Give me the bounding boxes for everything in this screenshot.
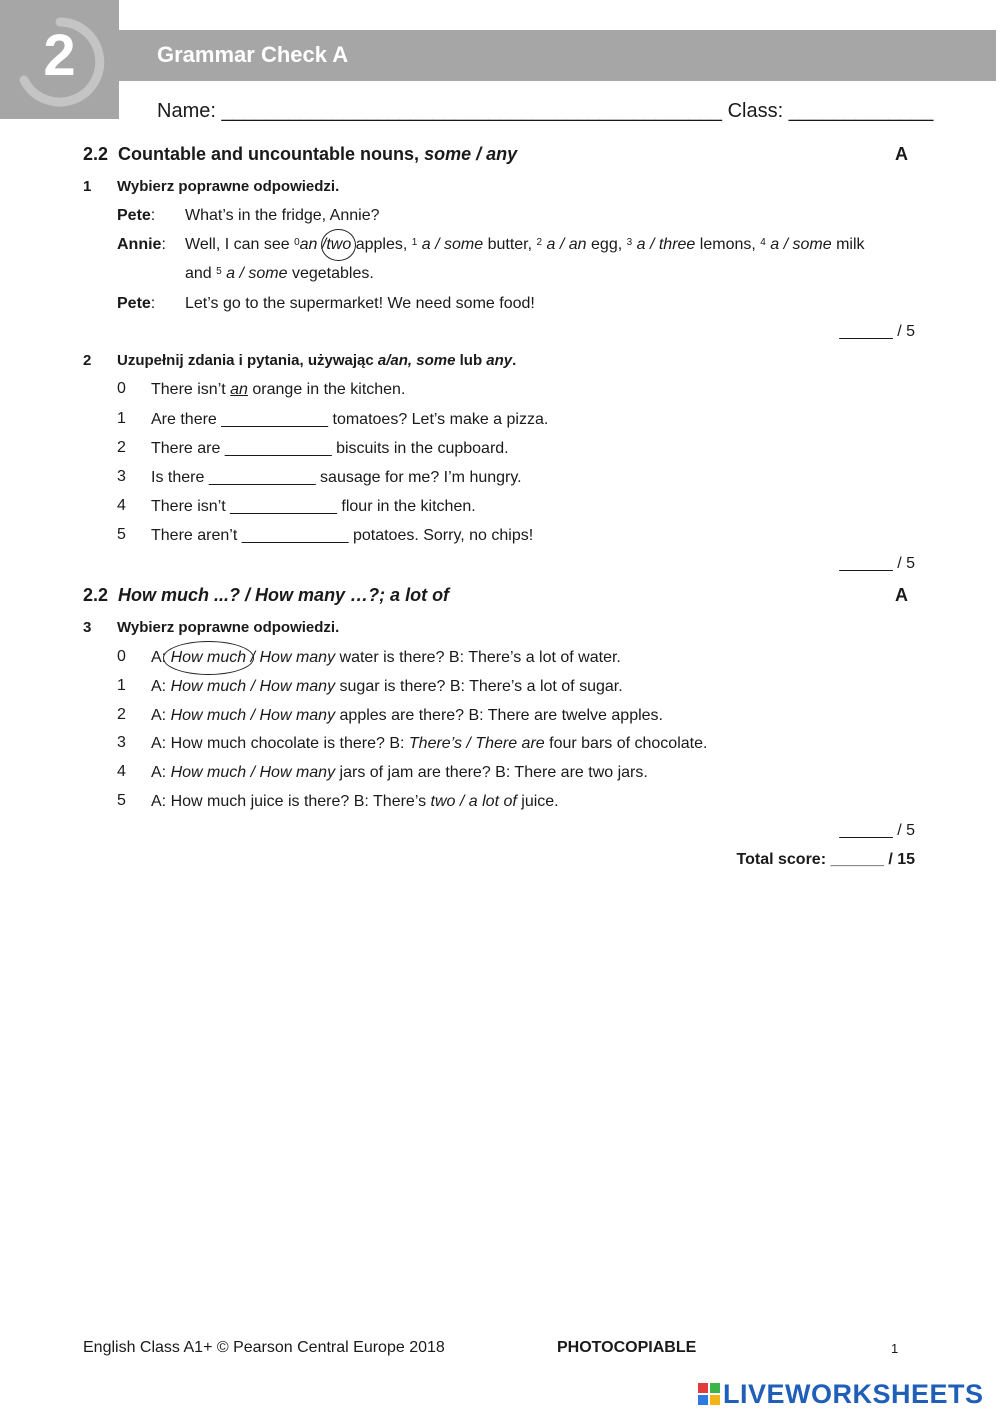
item-number: 2: [117, 439, 126, 456]
footer-copyright: English Class A1+ © Pearson Central Europe 2018: [83, 1339, 445, 1356]
circled-answer: How much: [170, 649, 247, 666]
item-number: 2: [117, 706, 126, 723]
dialogue-line-pete-1: What’s in the fridge, Annie?: [185, 207, 380, 224]
class-field[interactable]: _____________: [788, 100, 934, 122]
exercise-2-number: 2: [83, 352, 92, 369]
dialogue-line-annie: Well, I can see $^0$an /two apples, $^1$ a / some butter, $^2$ a / an egg, $^3$ a / three lemons, $^4$ a / some milk: [185, 236, 865, 253]
ex3-item-4: A: How much / How many jars of jam are there? B: There are two jars.: [151, 764, 648, 781]
ex2-item-2: There are ____________ biscuits in the cupboard.: [151, 440, 509, 457]
section-heading-1: 2.2 Countable and uncountable nouns, some / any: [83, 144, 518, 164]
dialogue-speaker-pete-2: Pete:: [117, 295, 156, 312]
ex2-item-5: There aren’t ____________ potatoes. Sorry, no chips!: [151, 527, 534, 544]
dialogue-line-annie-cont: and $^5$ a / some vegetables.: [185, 265, 374, 282]
name-field[interactable]: _____________________________________________: [221, 100, 723, 122]
circled-answer: two: [326, 236, 352, 253]
ex3-item-1: A: How much / How many sugar is there? B: There’s a lot of sugar.: [151, 678, 623, 695]
section-heading-2: 2.2 How much ...? / How many …?; a lot of: [83, 585, 450, 605]
answer-blank[interactable]: ____________: [208, 469, 316, 486]
ex3-item-2: A: How much / How many apples are there? B: There are twelve apples.: [151, 707, 663, 724]
choice-option[interactable]: two / a lot of: [430, 793, 517, 810]
page-title: Grammar Check A: [157, 42, 349, 67]
dialogue-speaker-pete: Pete:: [117, 207, 156, 224]
item-number: 0: [117, 648, 126, 665]
ex3-item-5: A: How much juice is there? B: There’s two / a lot of juice.: [151, 793, 559, 810]
exercise-3-instruction: Wybierz poprawne odpowiedzi.: [117, 619, 340, 636]
ex2-item-3: Is there ____________ sausage for me? I’m hungry.: [151, 469, 522, 486]
item-number: 3: [117, 734, 126, 751]
answer-blank[interactable]: ____________: [230, 498, 337, 515]
item-number: 4: [117, 497, 126, 514]
liveworksheets-squares-icon: [698, 1383, 720, 1405]
choice-option[interactable]: How much / How many: [170, 764, 336, 781]
exercise-1-number: 1: [83, 178, 92, 195]
item-number: 4: [117, 763, 126, 780]
choice-option[interactable]: How much / How many: [170, 707, 336, 724]
exercise-2-instruction: Uzupełnij zdania i pytania, używając a/an, some lub any.: [117, 352, 517, 369]
choice-4[interactable]: a / some: [770, 236, 832, 253]
answer-blank[interactable]: ____________: [221, 411, 329, 428]
total-score[interactable]: Total score: ______ / 15: [736, 851, 915, 868]
item-number: 3: [117, 468, 126, 485]
dialogue-line-pete-2: Let’s go to the supermarket! We need some food!: [185, 295, 535, 312]
exercise-3-number: 3: [83, 619, 92, 636]
class-label: Class:: [727, 100, 784, 122]
exercise-2-score[interactable]: ______ / 5: [839, 555, 915, 572]
liveworksheets-logo-text: LIVEWORKSHEETS: [723, 1378, 984, 1409]
footer-page-number: 1: [891, 1341, 899, 1356]
exercise-1-instruction: Wybierz poprawne odpowiedzi.: [117, 178, 340, 195]
choice-5[interactable]: a / some: [226, 265, 288, 282]
answer-blank[interactable]: ____________: [241, 527, 349, 544]
item-number: 5: [117, 792, 126, 809]
exercise-3-score[interactable]: ______ / 5: [839, 822, 915, 839]
dialogue-speaker-annie: Annie:: [117, 236, 166, 253]
choice-2[interactable]: a / an: [546, 236, 587, 253]
section-level-1: A: [895, 144, 908, 164]
name-row: [157, 100, 933, 123]
exercise-1-score[interactable]: ______ / 5: [839, 323, 915, 340]
item-number: 1: [117, 677, 126, 694]
item-number: 0: [117, 380, 126, 397]
choice-option[interactable]: How much / How many: [170, 678, 336, 695]
choice-option[interactable]: There’s / There are: [408, 735, 545, 752]
section-level-2: A: [895, 585, 908, 605]
item-number: 1: [117, 410, 126, 427]
choice-1[interactable]: a / some: [421, 236, 484, 253]
footer-photocopiable: PHOTOCOPIABLE: [557, 1339, 697, 1356]
ex3-item-3: A: How much chocolate is there? B: There’s / There are four bars of chocolate.: [151, 735, 708, 752]
ex2-item-4: There isn’t ____________ flour in the kitchen.: [151, 498, 476, 515]
item-number: 5: [117, 526, 126, 543]
answer-blank[interactable]: ____________: [224, 440, 332, 457]
name-label: Name:: [157, 100, 216, 122]
liveworksheets-logo[interactable]: [698, 1379, 984, 1409]
ex3-item-0: A: How much / How many water is there? B: There’s a lot of water.: [151, 649, 621, 666]
ex2-item-0: There isn’t an orange in the kitchen.: [151, 381, 406, 398]
unit-number: 2: [43, 23, 76, 88]
example-answer: an: [230, 381, 248, 398]
ex2-item-1: Are there ____________ tomatoes? Let’s make a pizza.: [151, 411, 549, 428]
choice-3[interactable]: a / three: [636, 236, 696, 253]
